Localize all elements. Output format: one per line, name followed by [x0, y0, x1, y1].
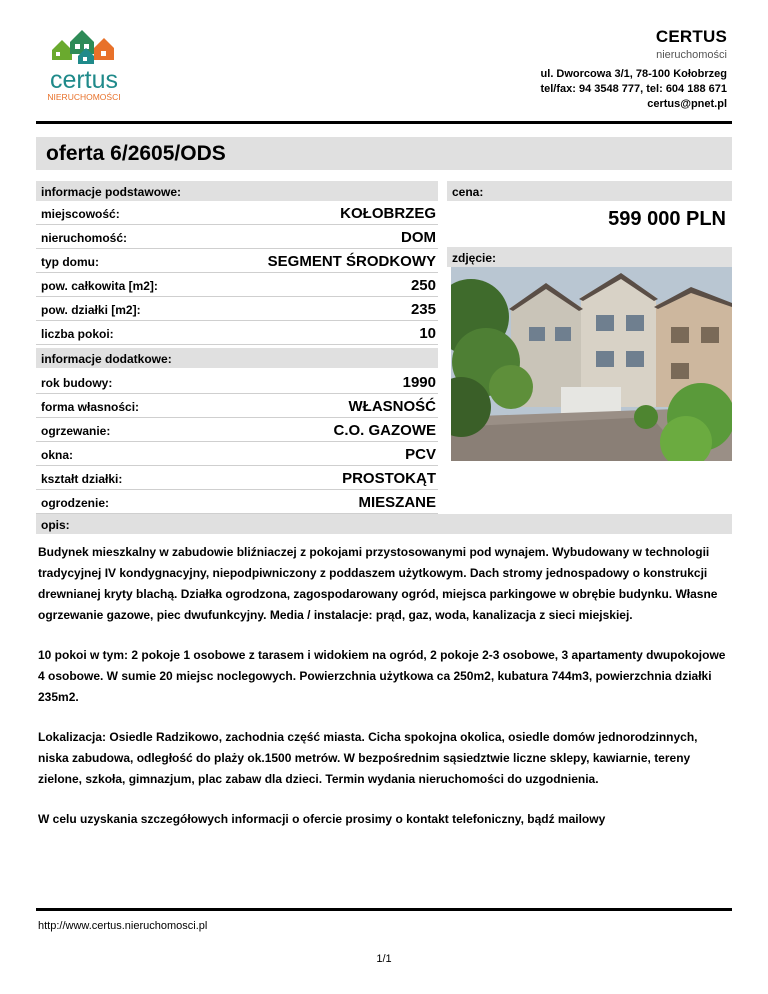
contact-email[interactable]: certus@pnet.pl	[647, 98, 727, 110]
brand-block	[656, 28, 727, 62]
price-value: 599 000 PLN	[608, 208, 726, 230]
info-label: ogrzewanie:	[41, 424, 111, 438]
info-value: 250	[410, 277, 436, 294]
description-paragraph: 10 pokoi w tym: 2 pokoje 1 osobowe z tarasem i widokiem na ogród, 2 pokoje 2-3 osobowe, 3 apartamenty dwupokojowe 4 osobowe. W sumie 20 miejsc noclegowych. Powierzchnia użytkowa ca 250m2, kubatura 744m3, powierzchnia działki 235m2.	[38, 648, 726, 704]
info-row-rooms	[36, 322, 438, 345]
info-label: kształt działki:	[41, 472, 123, 486]
contact-address: ul. Dworcowa 3/1, 78-100 Kołobrzeg	[540, 68, 727, 80]
description-paragraph: W celu uzyskania szczegółowych informacji o ofercie prosimy o kontakt telefoniczny, bądź mailowy	[38, 812, 606, 826]
offer-title: oferta 6/2605/ODS	[46, 142, 226, 165]
brand-subtitle: nieruchomości	[656, 49, 727, 61]
offer-title-bar	[36, 137, 732, 170]
info-label: typ domu:	[41, 255, 99, 269]
info-row-windows	[36, 443, 438, 466]
info-row-plot-shape	[36, 467, 438, 490]
info-label: nieruchomość:	[41, 231, 128, 245]
info-row-ownership	[36, 395, 438, 418]
contact-phones: tel/fax: 94 3548 777, tel: 604 188 671	[540, 83, 727, 95]
info-label: miejscowość:	[41, 207, 120, 221]
logo-wordmark: certus	[49, 66, 119, 94]
top-divider	[36, 121, 732, 124]
info-row-total-area	[36, 274, 438, 297]
photo-header	[447, 247, 732, 267]
info-row-house-type	[36, 250, 438, 273]
contact-block	[540, 67, 727, 112]
page-number: 1/1	[376, 953, 392, 965]
bottom-divider	[36, 908, 732, 911]
price-header	[447, 181, 732, 201]
info-value: WŁASNOŚĆ	[348, 398, 436, 415]
logo-tagline: NIERUCHOMOŚCI	[47, 92, 121, 102]
info-label: liczba pokoi:	[41, 327, 114, 341]
info-value: 10	[419, 325, 436, 342]
info-label: rok budowy:	[41, 376, 113, 390]
houses-logo-icon	[42, 26, 126, 106]
description-header	[36, 514, 732, 534]
info-row-fencing	[36, 491, 438, 514]
info-label: ogrodzenie:	[41, 496, 109, 510]
description-paragraph: Budynek mieszkalny w zabudowie bliźniaczej z pokojami przystosowanymi pod wynajem. Wybudowany w technologii tradycyjnej IV kondygnacyjny, niepodpiwniczony z poddaszem użytkowym. Dach stromy jednospadowy o konstrukcji drewnianej kryty blachą. Działka ogrodzona, zagospodarowany ogród, miejsca parkingowe w obrębie budynku. Własne ogrzewanie gazowe, piec dwufunkcyjny. Media / instalacje: prąd, gaz, woda, kanalizacja z sieci miejskiej.	[38, 545, 718, 622]
info-value: PCV	[405, 446, 436, 463]
price-header-label: cena:	[452, 185, 484, 199]
info-row-plot-area	[36, 298, 438, 321]
footer-url-link[interactable]: http://www.certus.nieruchomosci.pl	[38, 920, 208, 932]
info-row-heating	[36, 419, 438, 442]
info-value: C.O. GAZOWE	[333, 422, 436, 439]
info-label: forma własności:	[41, 400, 140, 414]
info-label: okna:	[41, 448, 74, 462]
info-row-locality	[36, 202, 438, 225]
info-value: KOŁOBRZEG	[340, 205, 436, 222]
property-photo	[451, 267, 732, 461]
info-value: DOM	[401, 229, 436, 246]
info-value: MIESZANE	[358, 494, 436, 511]
description-body	[38, 542, 728, 849]
info-row-property	[36, 226, 438, 249]
info-label: pow. całkowita [m2]:	[41, 279, 158, 293]
additional-info-header-label: informacje dodatkowe:	[41, 352, 172, 366]
additional-info-header	[36, 348, 438, 368]
info-value: PROSTOKĄT	[342, 470, 436, 487]
info-value: 235	[410, 301, 436, 318]
property-photo-image	[451, 267, 732, 461]
description-header-label: opis:	[41, 518, 70, 532]
info-value: SEGMENT ŚRODKOWY	[267, 253, 436, 270]
info-value: 1990	[402, 374, 436, 391]
basic-info-header	[36, 181, 438, 201]
info-row-build-year	[36, 371, 438, 394]
info-label: pow. działki [m2]:	[41, 303, 141, 317]
photo-header-label: zdjęcie:	[452, 251, 497, 265]
brand-name: CERTUS	[655, 27, 727, 46]
certus-logo	[42, 26, 126, 106]
basic-info-header-label: informacje podstawowe:	[41, 185, 182, 199]
description-paragraph: Lokalizacja: Osiedle Radzikowo, zachodnia część miasta. Cicha spokojna okolica, osiedle domów jednorodzinnych, niska zabudowa, odległość do plaży ok.1500 metrów. W bezpośrednim sąsiedztwie liczne sklepy, kawiarnie, tereny zielone, szkoła, gimnazjum, plac zabaw dla dzieci. Termin wydania nieruchomości do uzgodnienia.	[38, 730, 698, 786]
